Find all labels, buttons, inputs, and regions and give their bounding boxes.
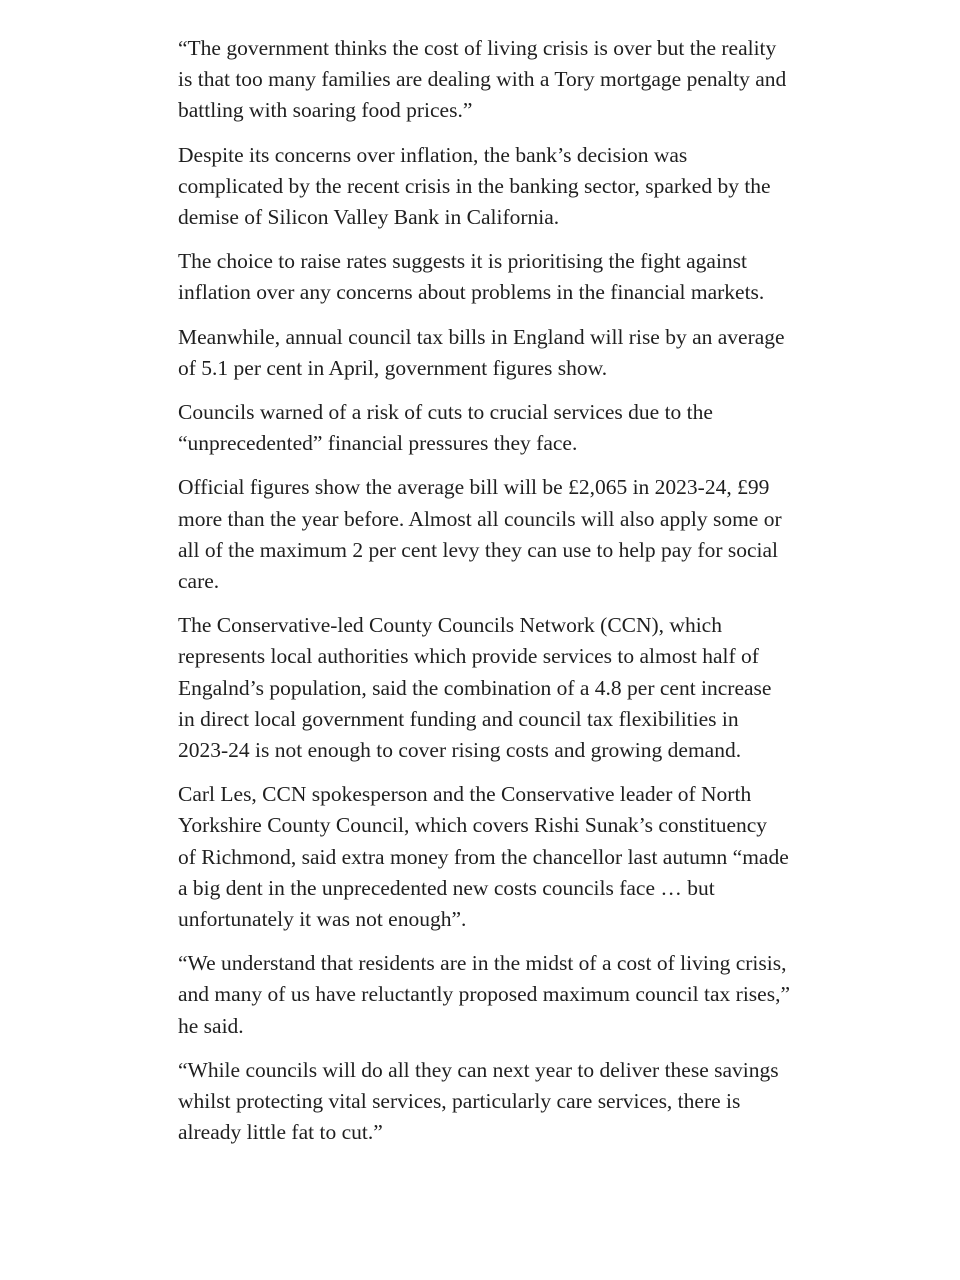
article-paragraph: Official figures show the average bill will be £2,065 in 2023-24, £99 more than the year before. Almost all councils will also apply some or all of the maximum 2 per cent levy they can use to help pay for social care.: [178, 475, 782, 594]
article-paragraph: Carl Les, CCN spokesperson and the Conservative leader of North Yorkshire County Council, which covers Rishi Sunak’s constituency of Richmond, said extra money from the chancellor last autumn “made a big dent in the unprecedented new costs councils face … but unfortunately it was not enough”.: [178, 782, 789, 932]
article-body: [178, 33, 790, 1162]
article-paragraph: “We understand that residents are in the midst of a cost of living crisis, and many of us have reluctantly proposed maximum council tax rises,” he said.: [178, 951, 790, 1038]
article-paragraph: “The government thinks the cost of living crisis is over but the reality is that too many families are dealing with a Tory mortgage penalty and battling with soaring food prices.”: [178, 36, 787, 123]
article-paragraph: “While councils will do all they can next year to deliver these savings whilst protecting vital services, particularly care services, there is already little fat to cut.”: [178, 1057, 779, 1145]
article-paragraph: The Conservative-led County Councils Network (CCN), which represents local authorities which provide services to almost half of Engalnd’s population, said the combination of a 4.8 per cent increase in direct local government funding and council tax flexibilities in 2023-24 is not enough to cover rising costs and growing demand.: [178, 613, 772, 763]
article-paragraph: Despite its concerns over inflation, the bank’s decision was complicated by the recent crisis in the banking sector, sparked by the demise of Silicon Valley Bank in California.: [178, 142, 771, 230]
article-paragraph: The choice to raise rates suggests it is prioritising the fight against inflation over any concerns about problems in the financial markets.: [178, 249, 765, 305]
article-paragraph: Councils warned of a risk of cuts to crucial services due to the “unprecedented” financial pressures they face.: [178, 400, 713, 456]
article-paragraph: Meanwhile, annual council tax bills in England will rise by an average of 5.1 per cent in April, government figures show.: [178, 324, 785, 380]
